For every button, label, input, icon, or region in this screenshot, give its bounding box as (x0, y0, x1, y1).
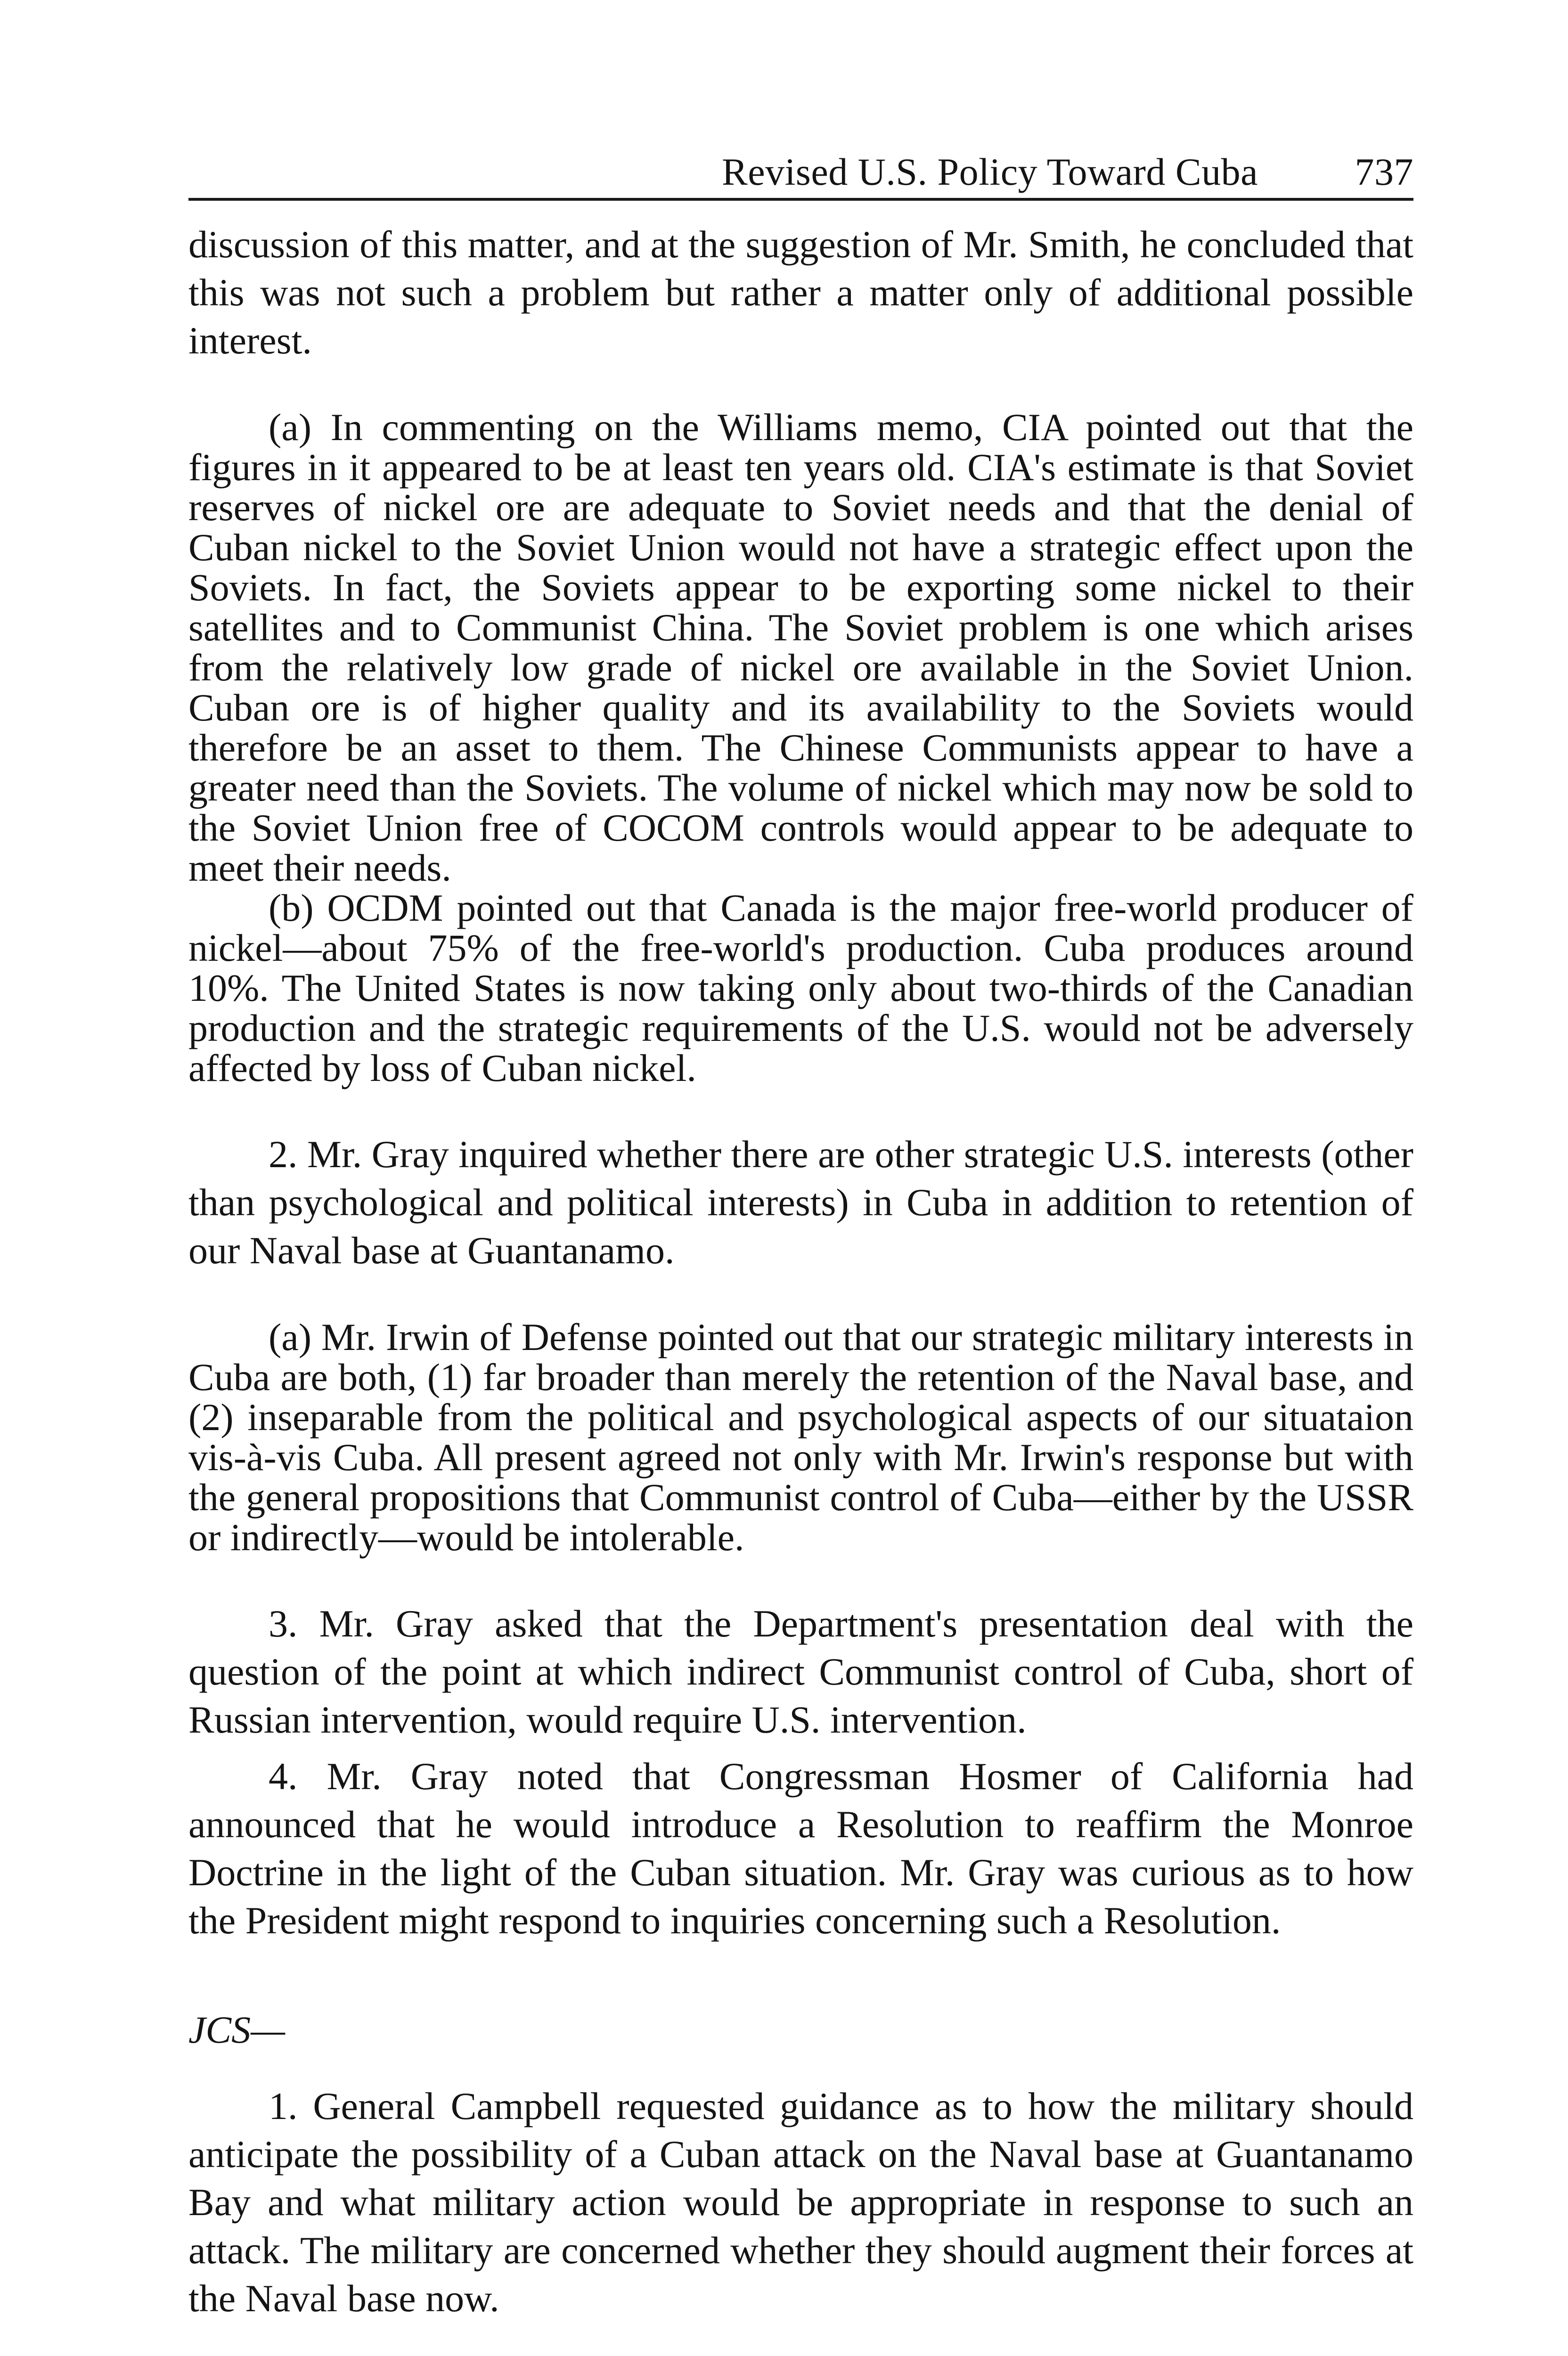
paragraph-1a: (a) In commenting on the Williams memo, CIA pointed out that the figures in it appeared to be at least ten years old. CIA's estimate is that Soviet reserves of nickel ore are adequate to Soviet needs and that the denial of Cuban nickel to the Soviet Union would not have a strategic effect upon the Soviets. In fact, the Soviets appear to be exporting some nickel to their satellites and to Communist China. The Soviet problem is one which arises from the relatively low grade of nickel ore available in the Soviet Union. Cuban ore is of higher quality and its availability to the Soviets would therefore be an asset to them. The Chinese Communists appear to have a greater need than the Soviets. The volume of nickel which may now be sold to the Soviet Union free of COCOM controls would appear to be adequate to meet their needs. (188, 406, 1413, 889)
paragraph-intro: discussion of this matter, and at the suggestion of Mr. Smith, he concluded that this was not such a problem but rather a matter only of additional possible interest. (188, 223, 1413, 362)
paragraph-2: 2. Mr. Gray inquired whether there are other strategic U.S. interests (other than psychological and political interests) in Cuba in addition to retention of our Naval base at Guantanamo. (188, 1133, 1413, 1272)
page-number: 737 (1355, 150, 1413, 193)
jcs-heading: JCS— (188, 2008, 285, 2051)
paragraph-3: 3. Mr. Gray asked that the Department's presentation deal with the question of the point at which indirect Communist control of Cuba, short of Russian intervention, would require U.S. intervention. (188, 1602, 1413, 1741)
paragraph-jcs-1: 1. General Campbell requested guidance as to how the military should anticipate the possibility of a Cuban attack on the Naval base at Guantanamo Bay and what military action would be appropriate in response to such an attack. The military are concerned whether they should augment their forces at the Naval base now. (188, 2085, 1413, 2320)
nickel-discussion-block (188, 407, 1413, 1088)
running-header (188, 127, 1413, 201)
paragraph-2a: (a) Mr. Irwin of Defense pointed out that our strategic military interests in Cuba are both, (1) far broader than merely the retention of the Naval base, and (2) inseparable from the political and psychological aspects of our situataion vis-à-vis Cuba. All present agreed not only with Mr. Irwin's response but with the general propositions that Communist control of Cuba—either by the USSR or indirectly—would be intolerable. (188, 1316, 1413, 1559)
document-page (188, 127, 1413, 2323)
paragraph-1b: (b) OCDM pointed out that Canada is the major free-world producer of nickel—about 75% of the free-world's production. Cuba produces around 10%. The United States is now taking only about two-thirds of the Canadian production and the strategic requirements of the U.S. would not be adversely affected by loss of Cuban nickel. (188, 886, 1413, 1089)
paragraph-4: 4. Mr. Gray noted that Congressman Hosmer of California had announced that he would introduce a Resolution to reaffirm the Monroe Doctrine in the light of the Cuban situation. Mr. Gray was curious as to how the President might respond to inquiries concerning such a Resolution. (188, 1755, 1413, 1942)
running-title: Revised U.S. Policy Toward Cuba (722, 150, 1258, 193)
document-body (188, 221, 1413, 2323)
irwin-response-block (188, 1317, 1413, 1557)
